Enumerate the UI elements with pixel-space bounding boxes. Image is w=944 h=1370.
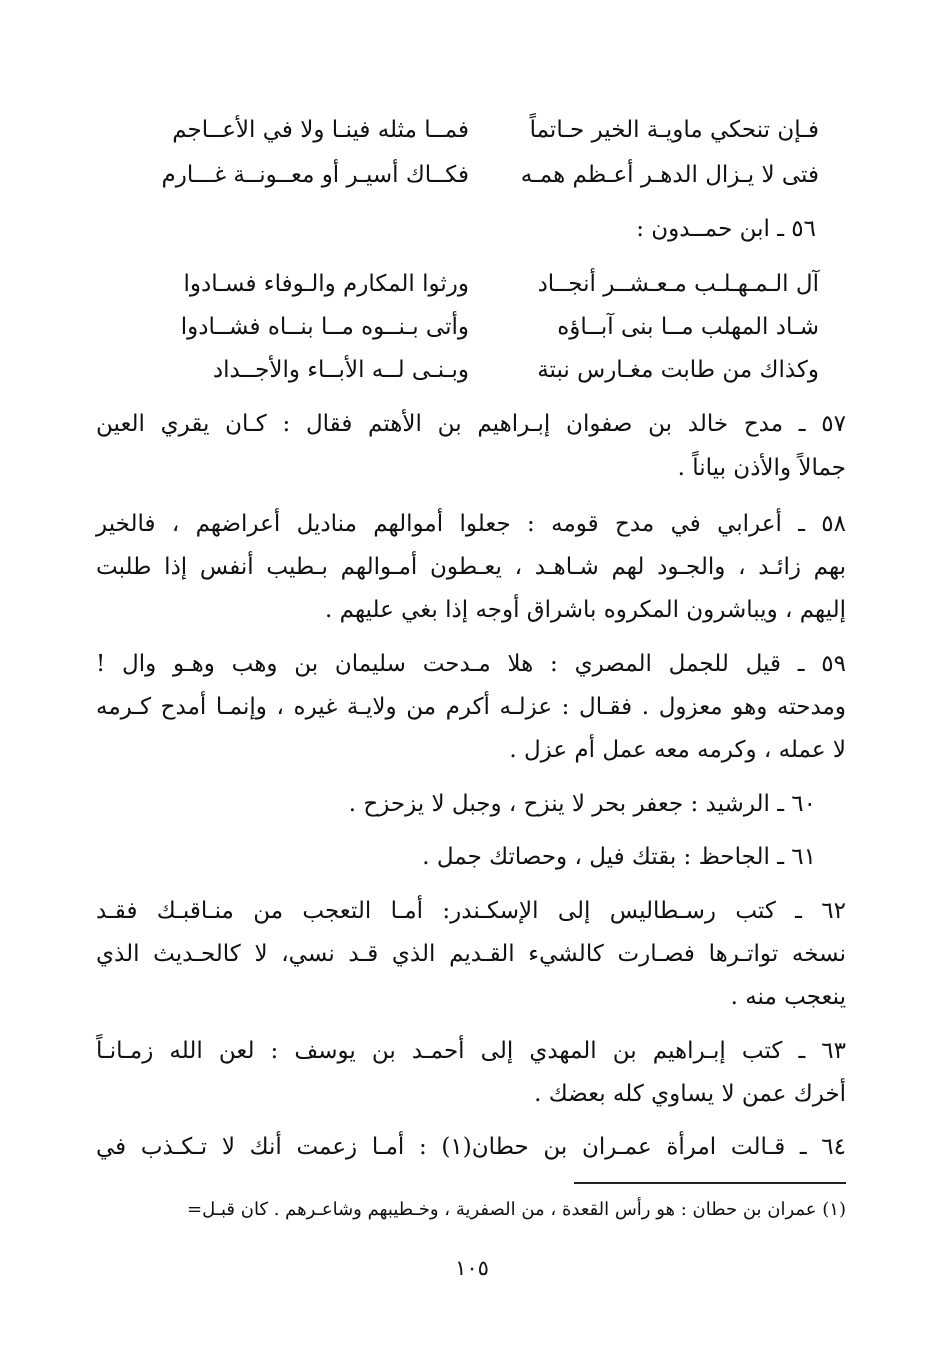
paragraph-64-line: ٦٤ ـ قـالت امرأة عمـران بن حطان(١) : أمـا زعمت أنك لا تـكـذب في bbox=[96, 1134, 846, 1160]
paragraph-61: ٦١ ـ الجاحظ : بقتك فيل ، وحصاتك جمل . bbox=[422, 844, 816, 870]
verse-hemistich-first: فـإن تنحكي ماويـة الخير حـاتماً bbox=[529, 117, 819, 143]
paragraph-59-line: ٥٩ ـ قيل للجمل المصري : هلا مـدحت سليمان بن وهب وهـو وال ! bbox=[96, 651, 846, 677]
verse-hemistich-first: آل الـمـهـلـب مـعـشــر أنجــاد bbox=[537, 271, 819, 297]
verse-line bbox=[119, 307, 819, 347]
paragraph-58-line: إليهم ، ويباشرون المكروه باشراق أوجه إذا بغي عليهم . bbox=[325, 597, 846, 623]
verse-hemistich-first: فتى لا يـزال الدهـر أعـظم همـه bbox=[520, 162, 819, 188]
verse-line bbox=[119, 110, 819, 150]
footnote: (١) عمران بن حطان : هو رأس القعدة ، من الصفرية ، وخـطيبهم وشاعـرهم . كان قبـل= bbox=[187, 1199, 846, 1220]
verse-line bbox=[119, 264, 819, 304]
paragraph-62-line: ينعجب منه . bbox=[730, 984, 846, 1010]
paragraph-59-line: ومدحته وهو معزول . فقـال : عزلـه أكرم من ولايـة غيره ، وإنمـا أمدح كـرمه bbox=[96, 694, 846, 720]
verse-line bbox=[119, 155, 819, 195]
paragraph-60: ٦٠ ـ الرشيد : جعفر بحر لا ينزح ، وجبل لا يزحزح . bbox=[348, 791, 816, 817]
footnote-divider bbox=[574, 1182, 846, 1184]
paragraph-57-line: ٥٧ ـ مدح خالد بن صفوان إبـراهيم بن الأهتم فقال : كـان يقري العين bbox=[96, 411, 846, 437]
verse-hemistich-second: ورثوا المكارم والـوفاء فسـادوا bbox=[183, 271, 469, 297]
verse-line bbox=[119, 350, 819, 390]
paragraph-59-line: لا عمله ، وكرمه معه عمل أم عزل . bbox=[509, 737, 846, 763]
paragraph-57-line: جمالاً والأذن بياناً . bbox=[677, 455, 846, 481]
verse-hemistich-first: شـاد المهلب مــا بنى آبــاؤه bbox=[557, 314, 819, 340]
paragraph-63-line: ٦٣ ـ كتب إبـراهيم بن المهدي إلى أحمـد بن يوسف : لعن الله زمـانـاً bbox=[96, 1038, 846, 1064]
paragraph-58-line: ٥٨ ـ أعرابي في مدح قومه : جعلوا أموالهم مناديل أعراضهم ، فالخير bbox=[96, 511, 846, 537]
paragraph-62-line: ٦٢ ـ كتب رسـطاليس إلى الإسكـندر: أمـا التعجب من منـاقبـك فقـد bbox=[96, 898, 846, 924]
verse-hemistich-second: فكــاك أسيـر أو معــونــة غـــارم bbox=[161, 162, 469, 188]
verse-hemistich-second: وبـنـى لــه الأبــاء والأجــداد bbox=[212, 357, 469, 383]
paragraph-63-line: أخرك عمن لا يساوي كله بعضك . bbox=[534, 1081, 846, 1107]
entry-heading-56: ٥٦ ـ ابن حمــدون : bbox=[636, 216, 816, 242]
paragraph-62-line: نسخه تواتـرها فصـارت كالشيء القـديم الذي قـد نسي، لا كالحـديث الذي bbox=[96, 941, 846, 967]
verse-hemistich-second: وأتى بـنــوه مــا بنــاه فشــادوا bbox=[180, 314, 469, 340]
paragraph-58-line: بهم زائـد ، والجـود لهم شـاهـد ، يعـطون أمـوالهم بـطيب أنفس إذا طلبت bbox=[96, 554, 846, 580]
verse-hemistich-first: وكذاك من طابت مغـارس نبتة bbox=[537, 357, 819, 383]
verse-hemistich-second: فمــا مثله فينـا ولا في الأعــاجم bbox=[172, 117, 469, 143]
page-number: ١٠٥ bbox=[455, 1256, 489, 1280]
